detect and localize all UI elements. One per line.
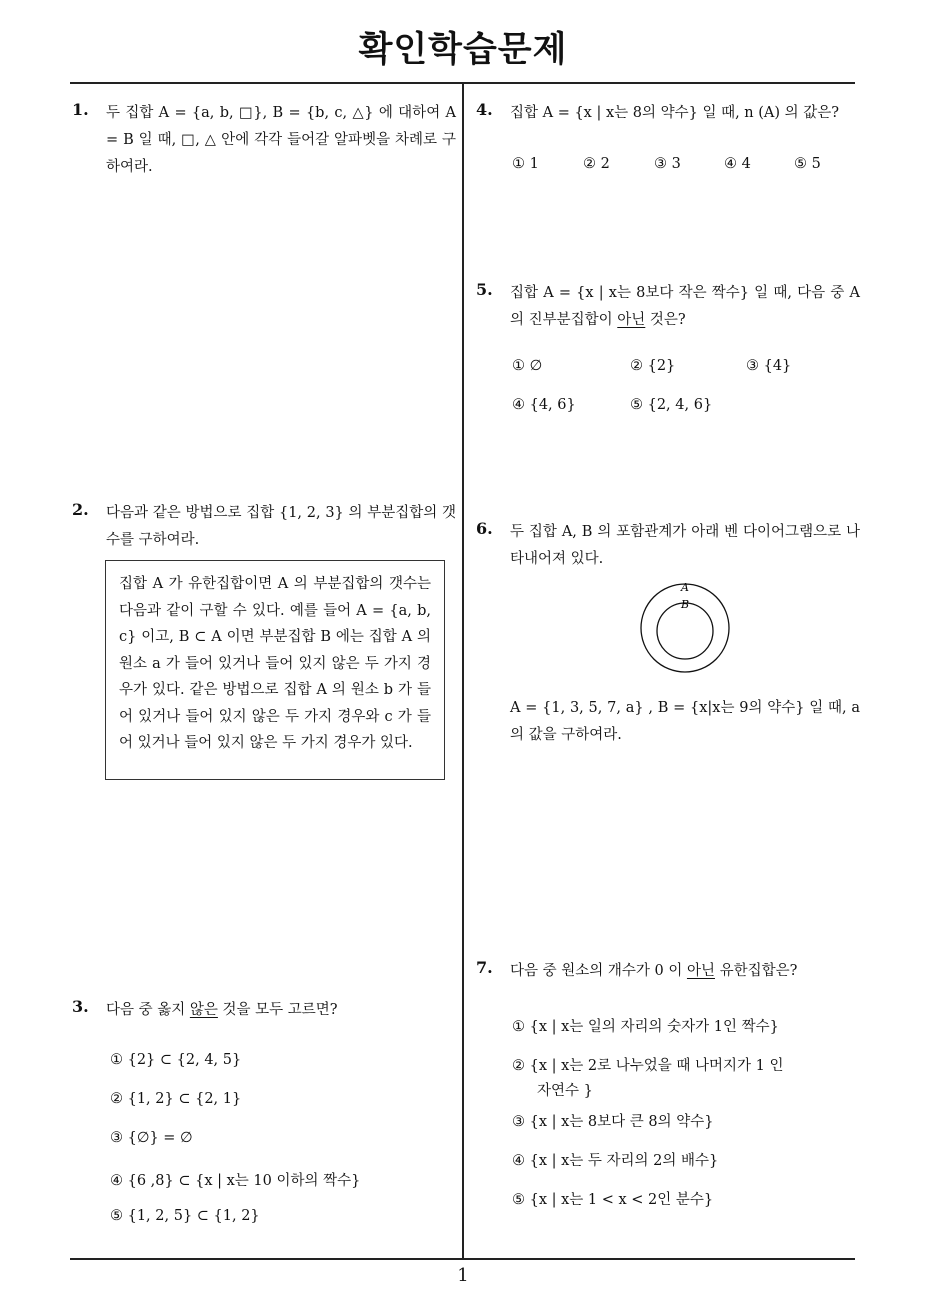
- option: ① {2} ⊂ {2, 4, 5}: [110, 1052, 242, 1068]
- question-text: 다음 중 옳지 않은 것을 모두 고르면?: [106, 1002, 338, 1018]
- option: ⑤ {2, 4, 6}: [630, 397, 713, 413]
- question-number: 3.: [72, 997, 89, 1016]
- question-number: 4.: [476, 100, 493, 119]
- option: ⑤ {x | x는 1 < x < 2인 분수}: [512, 1192, 714, 1208]
- option: ② {2}: [630, 358, 676, 374]
- page-title: 확인학습문제: [358, 30, 568, 70]
- question-text: 다음과 같은 방법으로 집합 {1, 2, 3} 의 부분집합의 갯수를 구하여라.: [106, 505, 456, 548]
- column-divider: [462, 83, 464, 1260]
- option: ③ {∅} = ∅: [110, 1130, 193, 1146]
- option: ① 1: [512, 156, 539, 172]
- question-text-2: A = {1, 3, 5, 7, a} , B = {x|x는 9의 약수} 일 때, a 의 값을 구하여라.: [510, 700, 860, 743]
- option: ② {1, 2} ⊂ {2, 1}: [110, 1091, 242, 1107]
- option: ④ {x | x는 두 자리의 2의 배수}: [512, 1153, 719, 1169]
- question-text: 집합 A = {x | x는 8보다 작은 짝수} 일 때, 다음 중 A 의 진부분집합이 아닌 것은?: [510, 285, 860, 328]
- underlined-word: 아닌: [617, 312, 646, 328]
- option: ④ {6 ,8} ⊂ {x | x는 10 이하의 짝수}: [110, 1173, 361, 1189]
- question-text: 집합 A = {x | x는 8의 약수} 일 때, n (A) 의 값은?: [510, 105, 840, 121]
- question-number: 5.: [476, 280, 493, 299]
- question-number: 7.: [476, 958, 493, 977]
- question-number: 2.: [72, 500, 89, 519]
- hint-box: 집합 A 가 유한집합이면 A 의 부분집합의 갯수는 다음과 같이 구할 수 있다. 예를 들어 A = {a, b, c} 이고, B ⊂ A 이면 부분집합 B 에는 집합 A 의 원소 a 가 들어 있거나 들어 있지 않은 두 가지 경우가 있다. 같은 방법으로 집합 A 의 원소 b 가 들어 있거나 들어 있지 않은 두 가지 경우와 c 가 들어 있거나 들어 있지 않은 두 가지 경우가 있다.: [105, 560, 445, 780]
- question-text: 다음 중 원소의 개수가 0 이 아닌 유한집합은?: [510, 963, 798, 979]
- option: ② 2: [583, 156, 610, 172]
- page-number: 1: [457, 1265, 469, 1286]
- option: ⑤ 5: [794, 156, 821, 172]
- option: ① ∅: [512, 358, 543, 374]
- venn-label-b: B: [681, 598, 690, 611]
- option: ② {x | x는 2로 나누었을 때 나머지가 1 인: [512, 1058, 784, 1074]
- option: ④ {4, 6}: [512, 397, 576, 413]
- option: ③ {x | x는 8보다 큰 8의 약수}: [512, 1114, 714, 1130]
- underlined-word: 않은: [189, 1002, 218, 1018]
- option-continuation: 자연수 }: [537, 1083, 593, 1099]
- venn-diagram: [630, 576, 740, 676]
- question-number: 1.: [72, 100, 89, 119]
- option: ③ {4}: [746, 358, 792, 374]
- venn-label-a: A: [681, 581, 689, 594]
- question-text: 두 집합 A, B 의 포함관계가 아래 벤 다이어그램으로 나타내어져 있다.: [510, 524, 860, 567]
- question-text: 두 집합 A = {a, b, □}, B = {b, c, △} 에 대하여 A = B 일 때, □, △ 안에 각각 들어갈 알파벳을 차례로 구하여라.: [106, 105, 456, 175]
- underlined-word: 아닌: [686, 963, 715, 979]
- option: ① {x | x는 일의 자리의 숫자가 1인 짝수}: [512, 1019, 779, 1035]
- bottom-rule: [70, 1258, 855, 1260]
- venn-circle-b: [657, 603, 713, 659]
- option: ⑤ {1, 2, 5} ⊂ {1, 2}: [110, 1208, 260, 1224]
- option: ④ 4: [724, 156, 751, 172]
- question-number: 6.: [476, 519, 493, 538]
- option: ③ 3: [654, 156, 681, 172]
